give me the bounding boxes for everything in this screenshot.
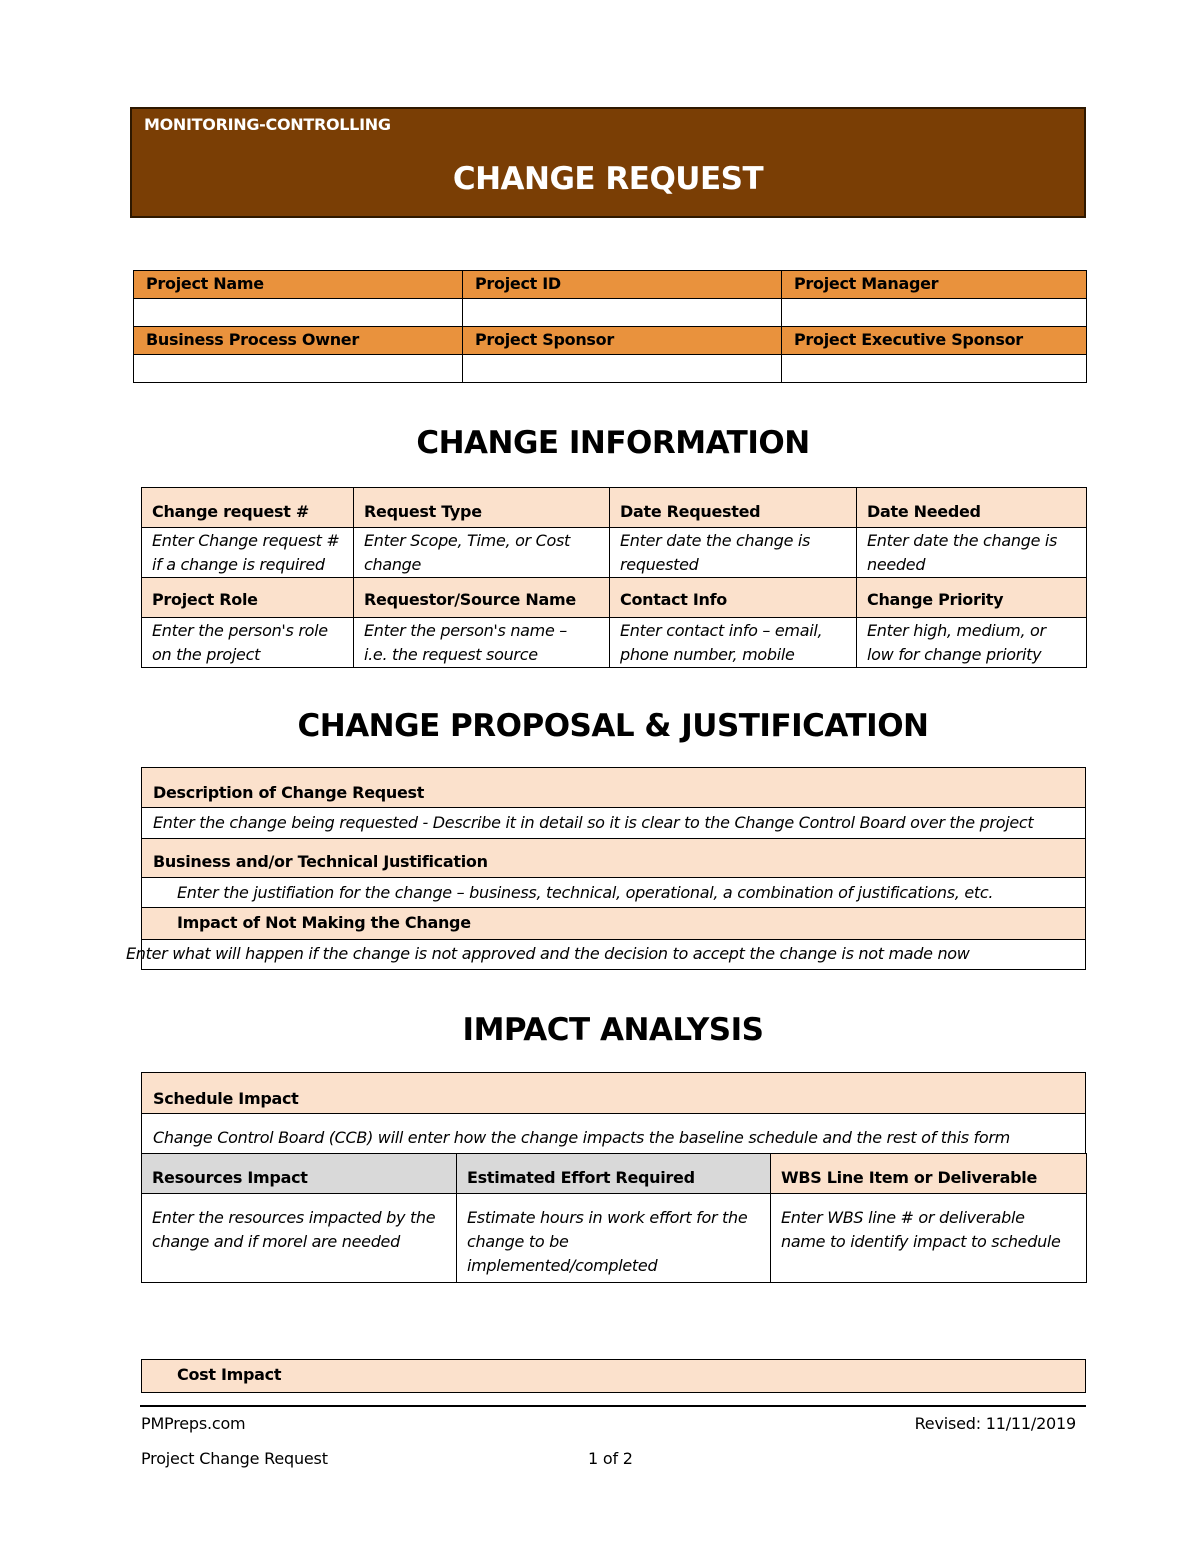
date-needed-label: Date Needed — [857, 488, 1087, 528]
footer-page-number: 1 of 2 — [588, 1449, 633, 1468]
impact-analysis-heading: IMPACT ANALYSIS — [462, 1012, 764, 1048]
request-type-field[interactable]: Enter Scope, Time, or Cost change — [354, 528, 610, 578]
schedule-impact-field[interactable]: Change Control Board (CCB) will enter how the change impacts the baseline schedule and the rest of this form — [141, 1113, 1086, 1154]
project-name-field[interactable] — [134, 299, 463, 327]
requestor-source-name-field[interactable]: Enter the person's name – i.e. the request source — [354, 618, 610, 668]
project-id-label: Project ID — [463, 271, 782, 299]
project-manager-label: Project Manager — [782, 271, 1087, 299]
footer-divider — [140, 1405, 1086, 1407]
description-field[interactable]: Enter the change being requested - Describe it in detail so it is clear to the Change Control Board over the project — [141, 807, 1086, 839]
requestor-source-name-label: Requestor/Source Name — [354, 578, 610, 618]
page-title: CHANGE REQUEST — [452, 161, 764, 197]
footer-site: PMPreps.com — [141, 1414, 246, 1433]
business-process-owner-label: Business Process Owner — [134, 327, 463, 355]
estimated-effort-field[interactable]: Estimate hours in work effort for the change to be implemented/completed — [457, 1194, 771, 1283]
change-information-table — [141, 487, 1087, 668]
contact-info-field[interactable]: Enter contact info – email, phone number, mobile — [610, 618, 857, 668]
project-sponsor-field[interactable] — [463, 355, 782, 383]
estimated-effort-label: Estimated Effort Required — [457, 1154, 771, 1194]
business-process-owner-field[interactable] — [134, 355, 463, 383]
date-needed-field[interactable]: Enter date the change is needed — [857, 528, 1087, 578]
project-role-field[interactable]: Enter the person's role on the project — [142, 618, 354, 668]
resources-impact-label: Resources Impact — [142, 1154, 457, 1194]
project-executive-sponsor-field[interactable] — [782, 355, 1087, 383]
project-role-label: Project Role — [142, 578, 354, 618]
impact-columns-table — [141, 1153, 1087, 1283]
project-manager-field[interactable] — [782, 299, 1087, 327]
date-requested-field[interactable]: Enter date the change is requested — [610, 528, 857, 578]
wbs-line-item-label: WBS Line Item or Deliverable — [771, 1154, 1087, 1194]
change-priority-label: Change Priority — [857, 578, 1087, 618]
banner-category: MONITORING-CONTROLLING — [144, 115, 391, 134]
project-executive-sponsor-label: Project Executive Sponsor — [782, 327, 1087, 355]
contact-info-label: Contact Info — [610, 578, 857, 618]
project-info-table — [133, 270, 1087, 383]
justification-label: Business and/or Technical Justification — [141, 838, 1086, 878]
project-name-label: Project Name — [134, 271, 463, 299]
wbs-line-item-field[interactable]: Enter WBS line # or deliverable name to identify impact to schedule — [771, 1194, 1087, 1283]
footer-document-name: Project Change Request — [141, 1449, 328, 1468]
cost-impact-label: Cost Impact — [141, 1359, 1086, 1393]
change-request-number-label: Change request # — [142, 488, 354, 528]
change-request-number-field[interactable]: Enter Change request # if a change is required — [142, 528, 354, 578]
impact-of-not-changing-label: Impact of Not Making the Change — [141, 907, 1086, 940]
title-banner — [130, 107, 1086, 218]
justification-field[interactable]: Enter the justifiation for the change – business, technical, operational, a combination of justifications, etc. — [141, 877, 1086, 908]
change-proposal-heading: CHANGE PROPOSAL & JUSTIFICATION — [297, 708, 929, 744]
resources-impact-field[interactable]: Enter the resources impacted by the change and if morel are needed — [142, 1194, 457, 1283]
change-priority-field[interactable]: Enter high, medium, or low for change priority — [857, 618, 1087, 668]
project-sponsor-label: Project Sponsor — [463, 327, 782, 355]
request-type-label: Request Type — [354, 488, 610, 528]
description-label: Description of Change Request — [141, 767, 1086, 808]
schedule-impact-label: Schedule Impact — [141, 1072, 1086, 1114]
footer-revised-date: Revised: 11/11/2019 — [914, 1414, 1076, 1433]
project-id-field[interactable] — [463, 299, 782, 327]
impact-of-not-changing-field: Enter what will happen if the change is not approved and the decision to accept the change is not made now — [126, 944, 970, 963]
date-requested-label: Date Requested — [610, 488, 857, 528]
change-information-heading: CHANGE INFORMATION — [416, 425, 810, 461]
